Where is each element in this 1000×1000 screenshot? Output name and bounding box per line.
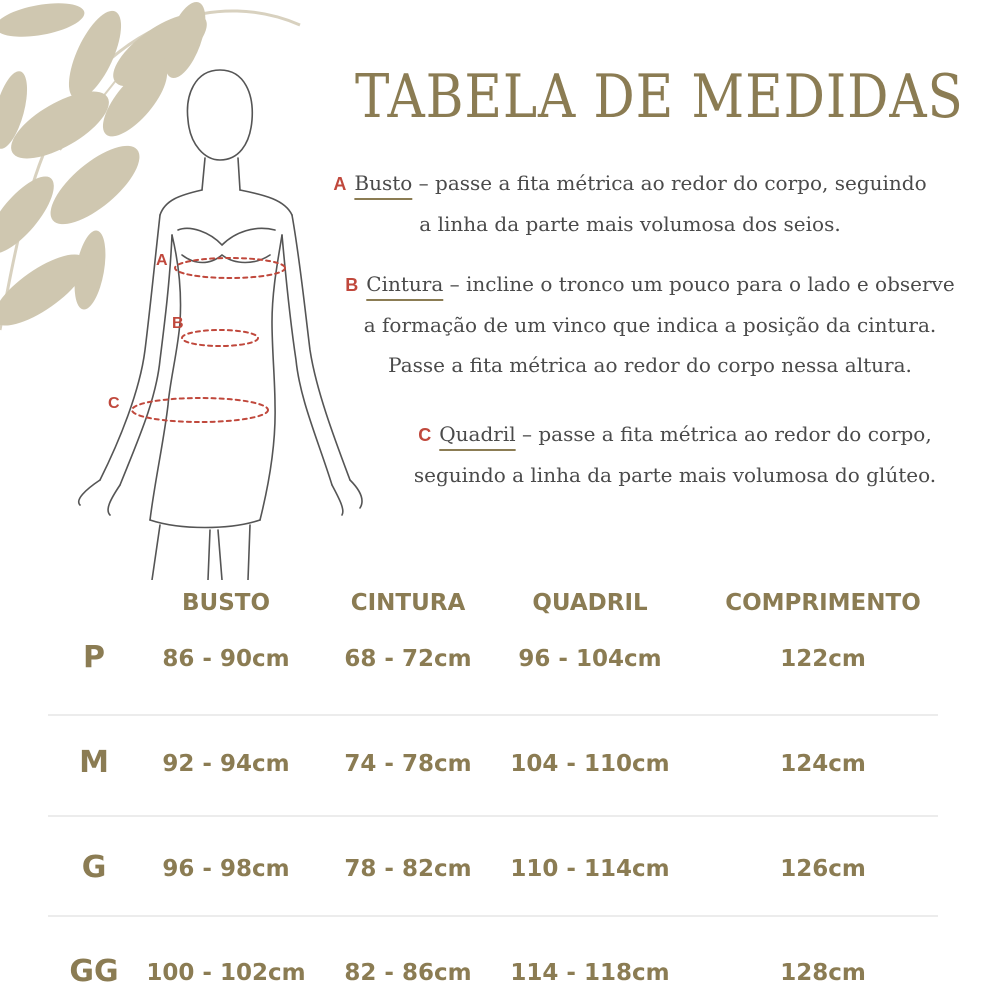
table-cell-quadril: 114 - 118cm: [510, 960, 670, 986]
column-header-comprimento: COMPRIMENTO: [725, 590, 921, 616]
table-cell-quadril: 104 - 110cm: [510, 751, 670, 777]
instruction-letter-c: C: [418, 425, 432, 445]
instruction-text-line3: Passe a fita métrica ao redor do corpo nessa altura.: [388, 353, 912, 377]
instruction-text-line2: seguindo a linha da parte mais volumosa do glúteo.: [413, 463, 937, 487]
table-cell-cintura: 68 - 72cm: [344, 646, 472, 672]
marker-b: B: [172, 315, 184, 332]
table-cell-comprimento: 128cm: [780, 960, 866, 986]
table-cell-comprimento: 126cm: [780, 856, 866, 882]
instruction-text-line1: – passe a fita métrica ao redor do corpo,: [515, 422, 932, 446]
row-divider: [48, 714, 938, 716]
instruction-busto: [310, 163, 950, 244]
table-row-size-label: G: [81, 850, 107, 885]
table-cell-busto: 92 - 94cm: [162, 751, 290, 777]
instruction-text-line1: – passe a fita métrica ao redor do corpo, seguindo: [412, 171, 927, 195]
instruction-term-quadril: Quadril: [439, 422, 516, 446]
instruction-quadril: [375, 414, 975, 495]
instruction-term-busto: Busto: [354, 171, 413, 195]
column-header-quadril: QUADRIL: [532, 590, 648, 616]
table-cell-cintura: 82 - 86cm: [344, 960, 472, 986]
instruction-text-line1: – incline o tronco um pouco para o lado e observe: [443, 272, 955, 296]
table-cell-busto: 96 - 98cm: [162, 856, 290, 882]
row-divider: [48, 915, 938, 917]
table-cell-quadril: 110 - 114cm: [510, 856, 670, 882]
table-cell-cintura: 78 - 82cm: [344, 856, 472, 882]
marker-a: A: [156, 252, 168, 269]
instruction-cintura: [320, 264, 980, 385]
table-cell-busto: 86 - 90cm: [162, 646, 290, 672]
table-cell-quadril: 96 - 104cm: [518, 646, 662, 672]
table-cell-comprimento: 124cm: [780, 751, 866, 777]
table-cell-cintura: 74 - 78cm: [344, 751, 472, 777]
table-cell-comprimento: 122cm: [780, 646, 866, 672]
instruction-letter-a: A: [333, 174, 347, 194]
instruction-letter-b: B: [345, 275, 359, 295]
instruction-text-line2: a linha da parte mais volumosa dos seios.: [419, 212, 841, 236]
table-row-size-label: GG: [69, 954, 119, 989]
row-divider: [48, 815, 938, 817]
table-row-size-label: P: [83, 640, 105, 675]
marker-c: C: [108, 395, 120, 412]
page-title: TABELA DE MEDIDAS: [355, 62, 964, 132]
instruction-text-line2: a formação de um vinco que indica a posição da cintura.: [363, 313, 937, 337]
table-row-size-label: M: [79, 745, 109, 780]
instruction-term-cintura: Cintura: [366, 272, 444, 296]
column-header-cintura: CINTURA: [350, 590, 466, 616]
column-header-busto: BUSTO: [181, 590, 270, 616]
table-cell-busto: 100 - 102cm: [146, 960, 306, 986]
